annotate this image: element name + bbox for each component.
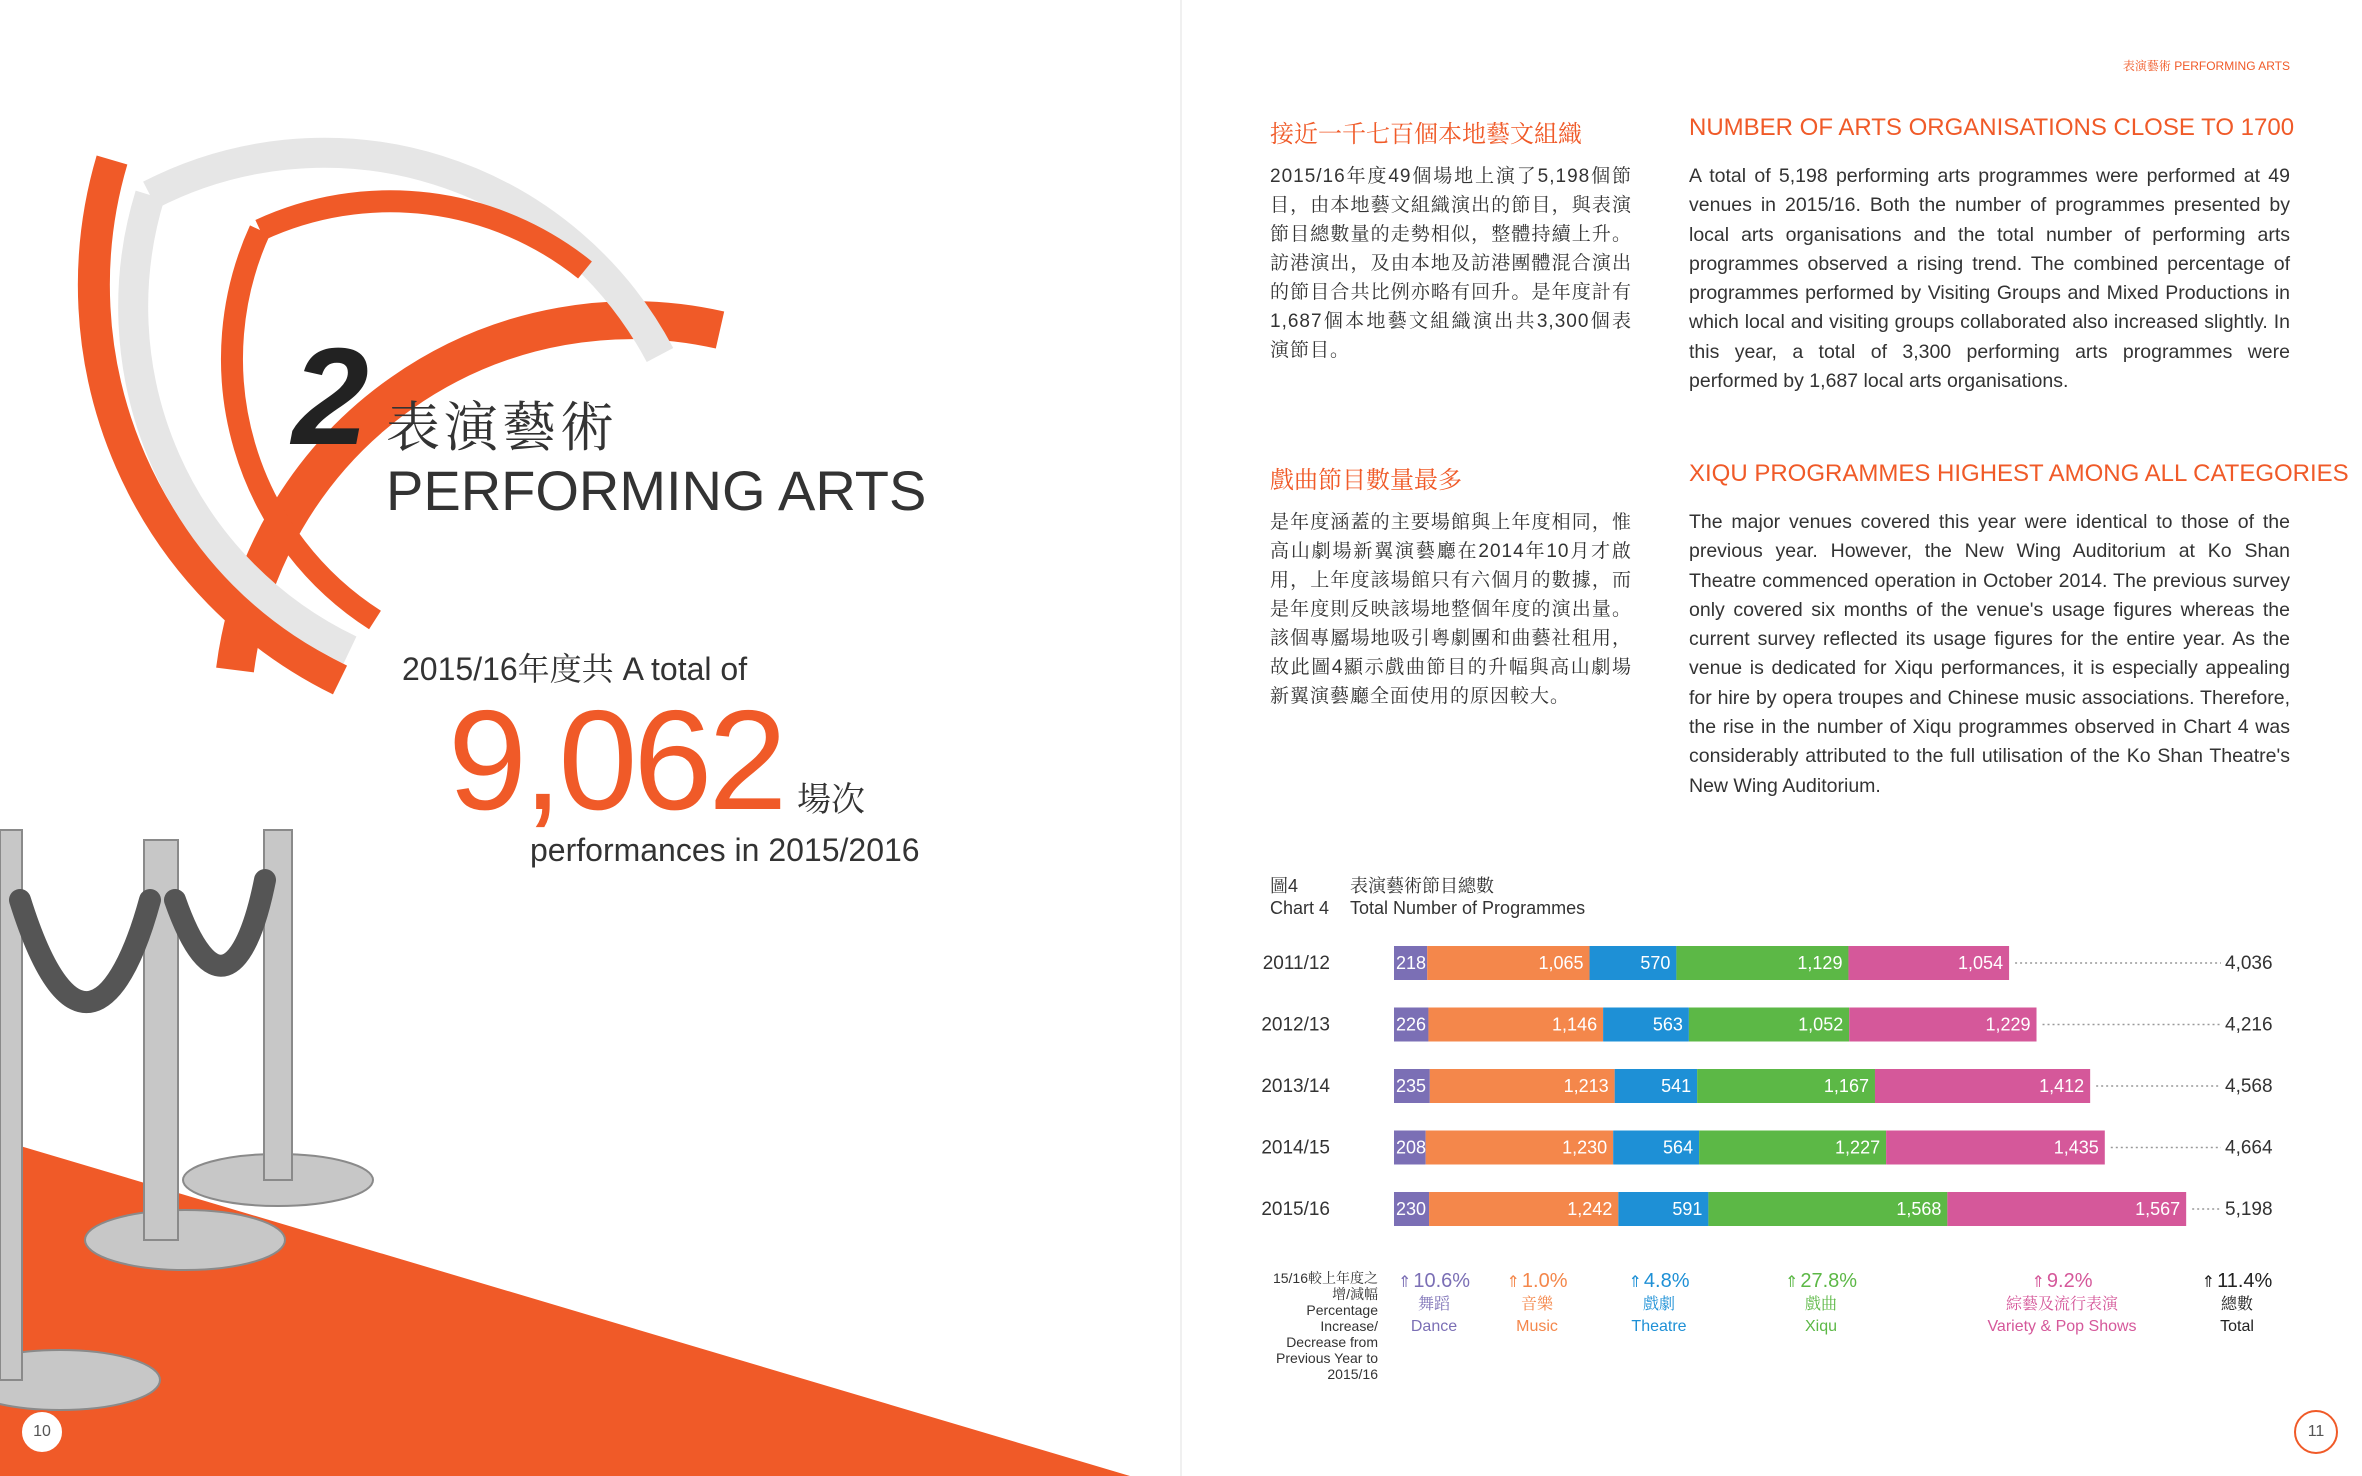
chapter-title-en: PERFORMING ARTS — [386, 459, 927, 522]
legend-label-zh: 音樂 — [1520, 1296, 1553, 1313]
bar-value-label: 218 — [1396, 953, 1427, 973]
bar-value-label: 1,242 — [1567, 1199, 1613, 1219]
total-unit-text: 場次 — [797, 781, 865, 819]
legend-label-en: Theatre — [1631, 1318, 1687, 1335]
bar-value-label: 1,054 — [1958, 953, 2004, 973]
bar-value-label: 1,412 — [2039, 1076, 2085, 1096]
left-page — [0, 0, 1180, 1476]
up-arrow-icon: ⇑ — [1628, 1274, 1642, 1291]
section1-heading-zh: 接近一千七百個本地藝文組織 — [1270, 121, 1582, 148]
chart-title-zh: 表演藝術節目總數 — [1350, 876, 1494, 896]
bar-value-label: 1,146 — [1552, 1014, 1598, 1035]
legend-label-en: Total — [2220, 1318, 2254, 1335]
up-arrow-icon: ⇑ — [1397, 1274, 1412, 1291]
category-label: 2013/14 — [1261, 1076, 1330, 1097]
legend-percentage-value: 11.4% — [2217, 1270, 2273, 1292]
bar-value-label: 1,567 — [2135, 1199, 2181, 1219]
total-suffix-text: performances in 2015/2016 — [530, 832, 920, 868]
bar-value-label: 1,435 — [2053, 1137, 2099, 1158]
right-page — [1182, 0, 2362, 1476]
bar-value-label: 1,213 — [1563, 1076, 1609, 1096]
section2-heading-en: XIQU PROGRAMMES HIGHEST AMONG ALL CATEGORIES — [1689, 460, 2349, 487]
section2-paragraph-zh: 是年度涵蓋的主要場館與上年度相同，惟高山劇場新翼演藝廳在2014年10月才啟用，上年度該場館只有六個月的數據，而是年度則反映該場地整個年度的演出量。該個專屬場地吸引粵劇團和曲藝社租用，故此圖4顯示戲曲節目的升幅與高山劇場新翼演藝廳全面使用的原因較大。 — [1270, 512, 1632, 707]
section2-paragraph-en: The major venues covered this year were identical to those of the previous year. However, the New Wing Auditorium at Ko Shan Theatre commenced operation in October 2014. The previous survey only covered six months of the venue's usage figures whereas the current survey reflected its usage figures for the entire year. As the venue is dedicated for Xiqu performances, it is especially appealing for hire by opera troupes and Chinese music associations. Therefore, the rise in the number of Xiqu programmes observed in Chart 4 was considerably attributed to the full utilisation of the Ko Shan Theatre's New Wing Auditorium. — [1689, 511, 2290, 797]
section1-heading-en: NUMBER OF ARTS ORGANISATIONS CLOSE TO 1700 — [1689, 114, 2295, 141]
legend-caption: 15/16較上年度之增/減幅 Percentage Increase/ Decrease from Previous Year to 2015/16 — [1272, 1270, 1378, 1382]
category-label: 2014/15 — [1261, 1137, 1330, 1159]
bar-value-label: 1,167 — [1823, 1076, 1869, 1096]
legend-percentage-value: 4.8% — [1643, 1270, 1690, 1292]
bar-value-label: 1,230 — [1562, 1137, 1608, 1158]
legend-percentage-value: 10.6% — [1413, 1270, 1471, 1292]
bar-value-label: 208 — [1396, 1137, 1427, 1158]
legend-label-zh: 戲劇 — [1642, 1296, 1675, 1313]
bar-value-label: 1,568 — [1896, 1199, 1942, 1219]
legend-label-en: Dance — [1410, 1318, 1458, 1335]
bar-value-label: 1,227 — [1835, 1137, 1881, 1158]
bar-value-label: 591 — [1672, 1199, 1703, 1219]
chart-code-en: Chart 4 — [1270, 898, 1330, 918]
bar-value-label: 1,052 — [1798, 1014, 1844, 1035]
bar-total-label: 4,036 — [2225, 953, 2273, 974]
legend-label-zh: 總數 — [2220, 1296, 2253, 1313]
legend-item — [2117, 1270, 2357, 1338]
legend-label-zh: 戲曲 — [1804, 1296, 1837, 1313]
category-label: 2011/12 — [1262, 953, 1330, 974]
bar-value-label: 564 — [1663, 1137, 1694, 1158]
bar-value-label: 226 — [1396, 1014, 1427, 1035]
bar-value-label: 1,065 — [1538, 953, 1584, 973]
bar-value-label: 235 — [1396, 1076, 1427, 1096]
chapter-number: 2 — [292, 320, 369, 474]
legend-percentage — [2117, 1270, 2357, 1294]
bar-value-label: 1,129 — [1797, 953, 1843, 973]
up-arrow-icon: ⇑ — [1506, 1274, 1520, 1291]
bar-value-label: 570 — [1640, 953, 1671, 973]
section1-paragraph-zh: 2015/16年度49個場地上演了5,198個節目，由本地藝文組織演出的節目，與表演節目總數量的走勢相似，整體持續上升。訪港演出，及由本地及訪港團體混合演出的節目合共比例亦略有回升。是年度計有1,687個本地藝文組織演出共3,300個表演節目。 — [1270, 166, 1632, 361]
chart-caption-en — [1270, 898, 1585, 919]
bar-value-label: 1,229 — [1985, 1014, 2031, 1035]
total-performances-number: 9,062 — [448, 681, 784, 840]
up-arrow-icon: ⇑ — [2201, 1274, 2216, 1291]
section2-heading-zh: 戲曲節目數量最多 — [1270, 467, 1462, 494]
section1-paragraph-en: A total of 5,198 performing arts programmes were performed at 49 venues in 2015/16. Both the number of programmes presented by local arts organisations and the total number of performing arts programmes observed a rising trend. The combined percentage of programmes performed by Visiting Groups and Mixed Productions in which local and visiting groups collaborated also increased slightly. In this year, a total of 3,300 performing arts programmes were performed by 1,687 local arts organisations. — [1689, 165, 2290, 393]
legend-percentage — [1701, 1270, 1941, 1294]
legend-label-en: Music — [1516, 1318, 1558, 1335]
chart-caption-zh — [1270, 872, 1494, 898]
legend-percentage-value: 9.2% — [2046, 1270, 2093, 1292]
page-number-right: 11 — [2294, 1410, 2338, 1454]
total-prefix-text: 2015/16年度共 A total of — [402, 651, 748, 687]
bar-total-label: 4,664 — [2225, 1137, 2273, 1159]
legend-label-en: Variety & Pop Shows — [1987, 1318, 2137, 1335]
up-arrow-icon: ⇑ — [2031, 1274, 2045, 1291]
legend-percentage-value: 1.0% — [1521, 1270, 1568, 1292]
category-label: 2012/13 — [1261, 1014, 1330, 1036]
legend-percentage-value: 27.8% — [1800, 1270, 1858, 1292]
bar-value-label: 230 — [1396, 1199, 1427, 1219]
chart-title-en: Total Number of Programmes — [1350, 898, 1586, 918]
category-label: 2015/16 — [1261, 1199, 1330, 1220]
chart-code-zh: 圖4 — [1270, 876, 1299, 896]
legend-item — [1701, 1270, 1941, 1338]
page-number-left: 10 — [20, 1410, 64, 1454]
velvet-rope — [20, 880, 265, 1002]
bar-value-label: 541 — [1661, 1076, 1692, 1096]
legend-label-zh: 舞蹈 — [1417, 1296, 1450, 1313]
legend-label-en: Xiqu — [1804, 1318, 1838, 1335]
bar-total-label: 4,216 — [2225, 1014, 2273, 1036]
bar-total-label: 5,198 — [2225, 1199, 2273, 1220]
up-arrow-icon: ⇑ — [1784, 1274, 1799, 1291]
legend-label-zh: 綜藝及流行表演 — [2005, 1296, 2118, 1313]
bar-total-label: 4,568 — [2225, 1076, 2273, 1097]
running-header: 表演藝術 PERFORMING ARTS — [2122, 59, 2290, 73]
bar-value-label: 563 — [1652, 1014, 1683, 1035]
chapter-title-zh: 表演藝術 — [386, 398, 618, 458]
